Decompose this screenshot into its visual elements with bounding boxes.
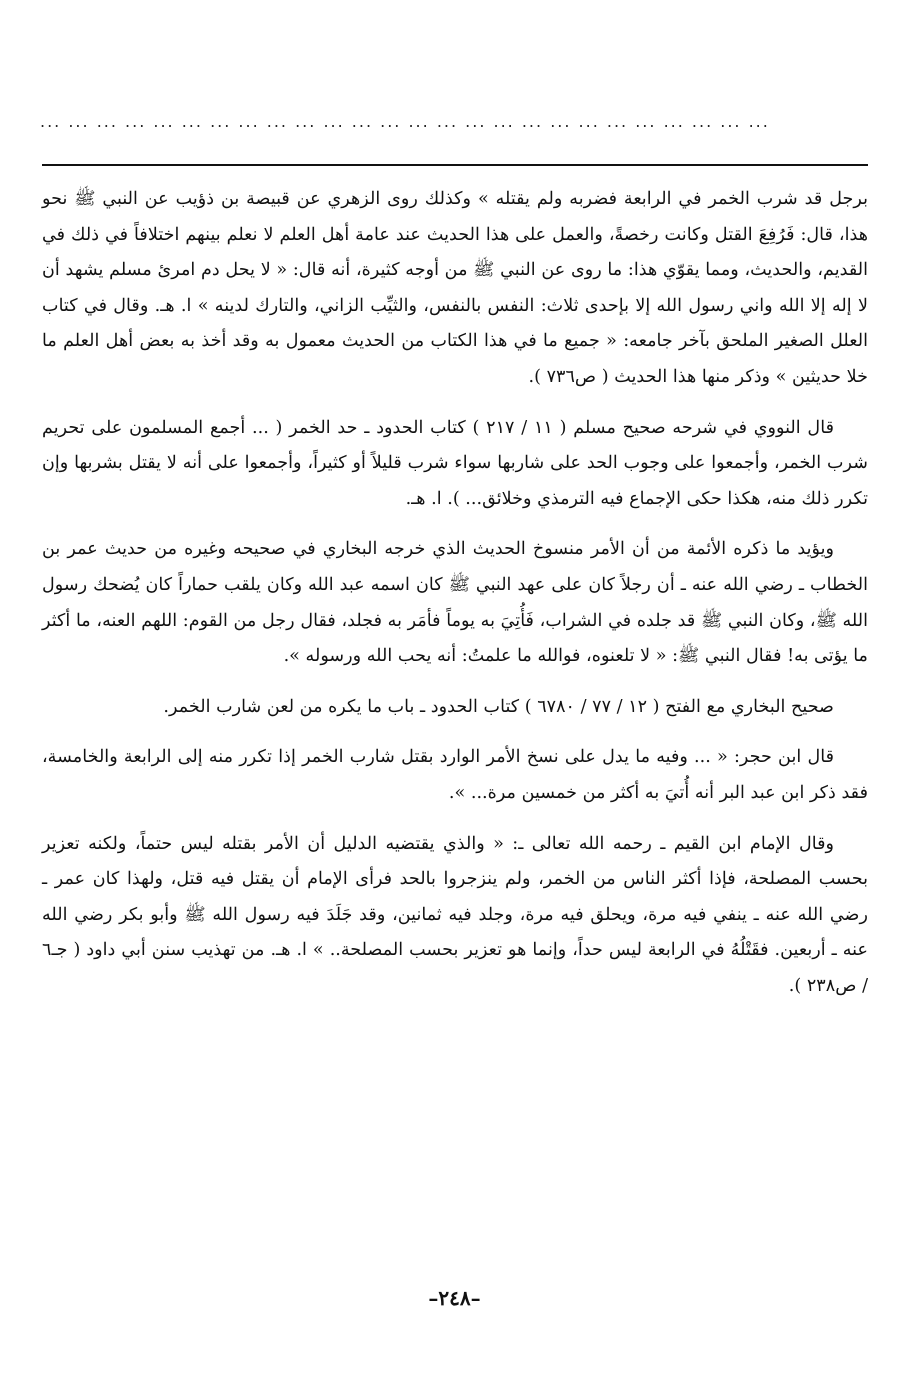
paragraph-bukhari-hadith: ويؤيد ما ذكره الأئمة من أن الأمر منسوخ الحديث الذي خرجه البخاري في صحيحه وغيره من حديث عمر بن الخطاب ـ رضي الله عنه ـ أن رجلاً كان على عهد النبي ﷺ كان اسمه عبد الله وكان يلقب حماراً كان يُضحك رسول الله ﷺ، وكان النبي ﷺ قد جلده في الشراب، فَأُتِيَ به يوماً فأمَر به فجلد، فقال رجل من القوم: اللهم العنه، ما أكثر ما يؤتى به! فقال النبي ﷺ: « لا تلعنوه، فوالله ما علمتُ: أنه يحب الله ورسوله ». bbox=[42, 539, 868, 667]
paragraph-ibn-hajar: قال ابن حجر: « ... وفيه ما يدل على نسخ الأمر الوارد بقتل شارب الخمر إذا تكرر منه إلى الرابعة والخامسة، فقد ذكر ابن عبد البر أنه أُتيَ به أكثر من خمسين مرة... ». bbox=[42, 747, 868, 803]
paragraph-nawawi: قال النووي في شرحه صحيح مسلم ( ١١ / ٢١٧ ) كتاب الحدود ـ حد الخمر ( ... أجمع المسلمون على تحريم شرب الخمر، وأجمعوا على وجوب الحد على شاربها سواء شرب قليلاً أو كثيراً، وأجمعوا على أنه لا يقتل بشربها وإن تكرر ذلك منه، هكذا حكى الإجماع فيه الترمذي وخلائق... ). ا. هـ. bbox=[42, 417, 868, 509]
paragraph-ibn-qayyim: وقال الإمام ابن القيم ـ رحمه الله تعالى ـ: « والذي يقتضيه الدليل أن الأمر بقتله ليس حتماً، ولكنه تعزير بحسب المصلحة، فإذا أكثر الناس من الخمر، ولم ينزجروا بالحد فرأى الإمام أن يقتل فيه قتل، ولهذا كان عمر ـ رضي الله عنه ـ ينفي فيه مرة، ويحلق فيه مرة، وجلد فيه ثمانين، وقد جَلَدَ فيه رسول الله ﷺ وأبو بكر رضي الله عنه ـ أربعين. فقَتْلُهُ في الرابعة ليس حداً، وإنما هو تعزير بحسب المصلحة.. » ا. هـ. من تهذيب سنن أبي داود ( جـ٦ / ص٢٣٨ ). bbox=[42, 833, 868, 996]
page-body bbox=[42, 182, 868, 1019]
header-dotted-line: ... ... ... ... ... ... ... ... ... ... ... ... ... ... ... ... ... ... ... ... ... ... ... ... ... ... bbox=[40, 112, 770, 131]
header-divider bbox=[42, 164, 868, 166]
page-number: –٢٤٨– bbox=[428, 1286, 481, 1310]
paragraph-continuation: برجل قد شرب الخمر في الرابعة فضربه ولم يقتله » وكذلك روى الزهري عن قبيصة بن ذؤيب عن النبي ﷺ نحو هذا، قال: فَرُفِعَ القتل وكانت رخصةً، والعمل على هذا الحديث عند عامة أهل العلم لا نعلم بينهم اختلافاً في ذلك في القديم، والحديث، ومما يقوّي هذا: ما روى عن النبي ﷺ من أوجه كثيرة، أنه قال: « لا يحل دم امرئ مسلم يشهد أن لا إله إلا الله واني رسول الله إلا بإحدى ثلاث: النفس بالنفس، والثيِّب الزاني، والتارك لدينه » ا. هـ. وقال في كتاب العلل الصغير الملحق بآخر جامعه: « جميع ما في هذا الكتاب من الحديث معمول به وقد أخذ به بعض أهل العلم ما خلا حديثين » وذكر منها هذا الحديث ( ص٧٣٦ ). bbox=[42, 189, 868, 387]
paragraph-bukhari-reference: صحيح البخاري مع الفتح ( ١٢ / ٧٧ / ٦٧٨٠ ) كتاب الحدود ـ باب ما يكره من لعن شارب الخمر. bbox=[163, 696, 834, 717]
